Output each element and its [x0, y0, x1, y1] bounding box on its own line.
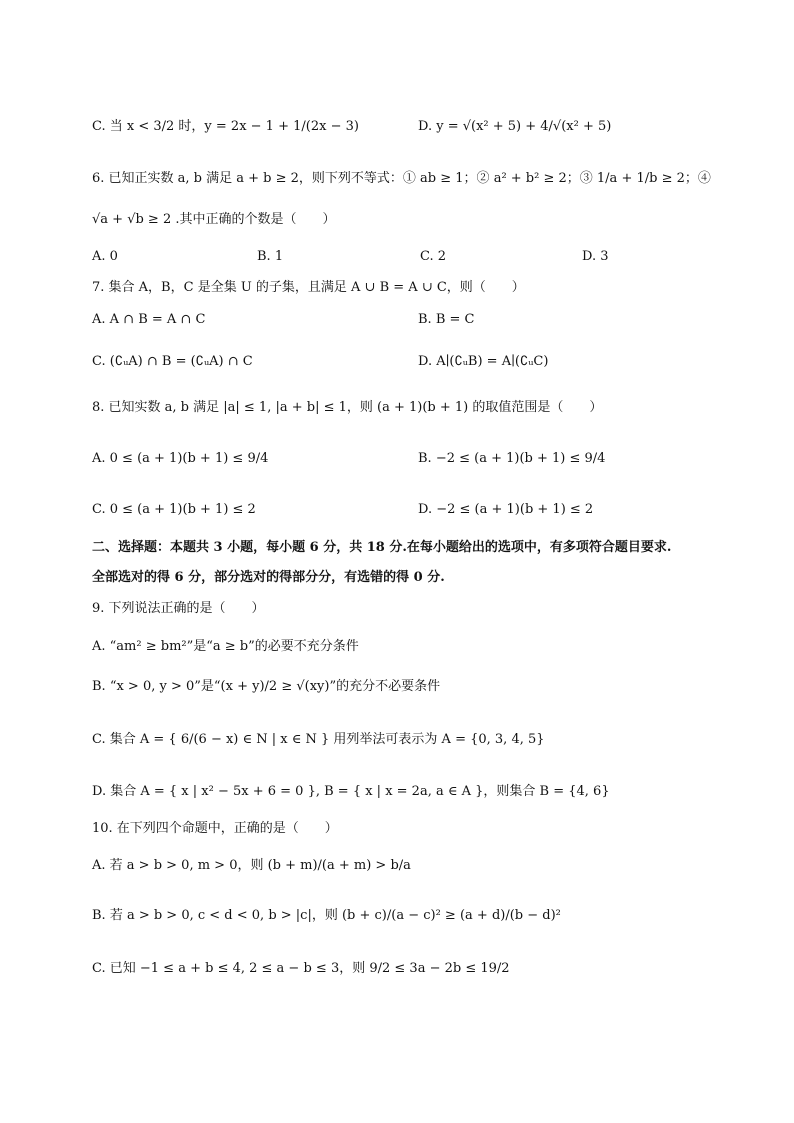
q10-option-c: C. 已知 −1 ≤ a + b ≤ 4, 2 ≤ a − b ≤ 3，则 9/2 ≤ 3a − 2b ≤ 19/2 [92, 961, 510, 976]
q6-option-a: A. 0 [92, 249, 118, 264]
q6-options [92, 248, 712, 266]
q5-option-d: D. y = √(x² + 5) + 4/√(x² + 5) [418, 119, 612, 134]
q8-stem: 8. 已知实数 a, b 满足 |a| ≤ 1, |a + b| ≤ 1，则 (a + 1)(b + 1) 的取值范围是（ ） [92, 400, 603, 415]
q9-option-d: D. 集合 A = { x | x² − 5x + 6 = 0 }, B = { x | x = 2a, a ∈ A }，则集合 B = {4, 6} [92, 784, 610, 799]
q8-option-c: C. 0 ≤ (a + 1)(b + 1) ≤ 2 [92, 502, 256, 517]
q6-option-c: C. 2 [420, 249, 447, 264]
q6-stem-line1: 6. 已知正实数 a, b 满足 a + b ≥ 2，则下列不等式：① ab ≥ 1；② a² + b² ≥ 2；③ 1/a + 1/b ≥ 2；④ [92, 171, 711, 186]
q10-option-b: B. 若 a > b > 0, c < d < 0, b > |c|，则 (b + c)/(a − c)² ≥ (a + d)/(b − d)² [92, 908, 561, 923]
q7-option-d: D. A∣(∁ᵤB) = A∣(∁ᵤC) [418, 354, 549, 369]
q7-option-a: A. A ∩ B = A ∩ C [92, 312, 206, 327]
q8-option-d: D. −2 ≤ (a + 1)(b + 1) ≤ 2 [418, 502, 594, 517]
q5-option-c: C. 当 x < 3/2 时，y = 2x − 1 + 1/(2x − 3) [92, 119, 359, 134]
q9-option-a: A. “am² ≥ bm²”是“a ≥ b”的必要不充分条件 [92, 639, 359, 654]
q9-option-b: B. “x > 0, y > 0”是“(x + y)/2 ≥ √(xy)”的充分不必要条件 [92, 679, 441, 694]
q7-option-b: B. B = C [418, 312, 475, 327]
section2-heading-line1: 二、选择题：本题共 3 小题，每小题 6 分，共 18 分.在每小题给出的选项中，有多项符合题目要求. [92, 540, 672, 555]
q9-stem: 9. 下列说法正确的是（ ） [92, 601, 265, 616]
q6-option-b: B. 1 [257, 249, 284, 264]
q6-option-d: D. 3 [582, 249, 609, 264]
q6-stem-line2: √a + √b ≥ 2 .其中正确的个数是（ ） [92, 212, 336, 227]
q10-stem: 10. 在下列四个命题中，正确的是（ ） [92, 821, 338, 836]
section2-heading-line2: 全部选对的得 6 分，部分选对的得部分分，有选错的得 0 分. [92, 570, 445, 585]
q9-option-c: C. 集合 A = { 6/(6 − x) ∈ N | x ∈ N } 用列举法可表示为 A = {0, 3, 4, 5} [92, 732, 545, 747]
q7-option-c: C. (∁ᵤA) ∩ B = (∁ᵤA) ∩ C [92, 354, 253, 369]
q8-option-a: A. 0 ≤ (a + 1)(b + 1) ≤ 9/4 [92, 451, 269, 466]
q7-stem: 7. 集合 A，B，C 是全集 U 的子集，且满足 A ∪ B = A ∪ C，则（ ） [92, 280, 525, 295]
q8-option-b: B. −2 ≤ (a + 1)(b + 1) ≤ 9/4 [418, 451, 606, 466]
q10-option-a: A. 若 a > b > 0, m > 0，则 (b + m)/(a + m) > b/a [92, 858, 411, 873]
